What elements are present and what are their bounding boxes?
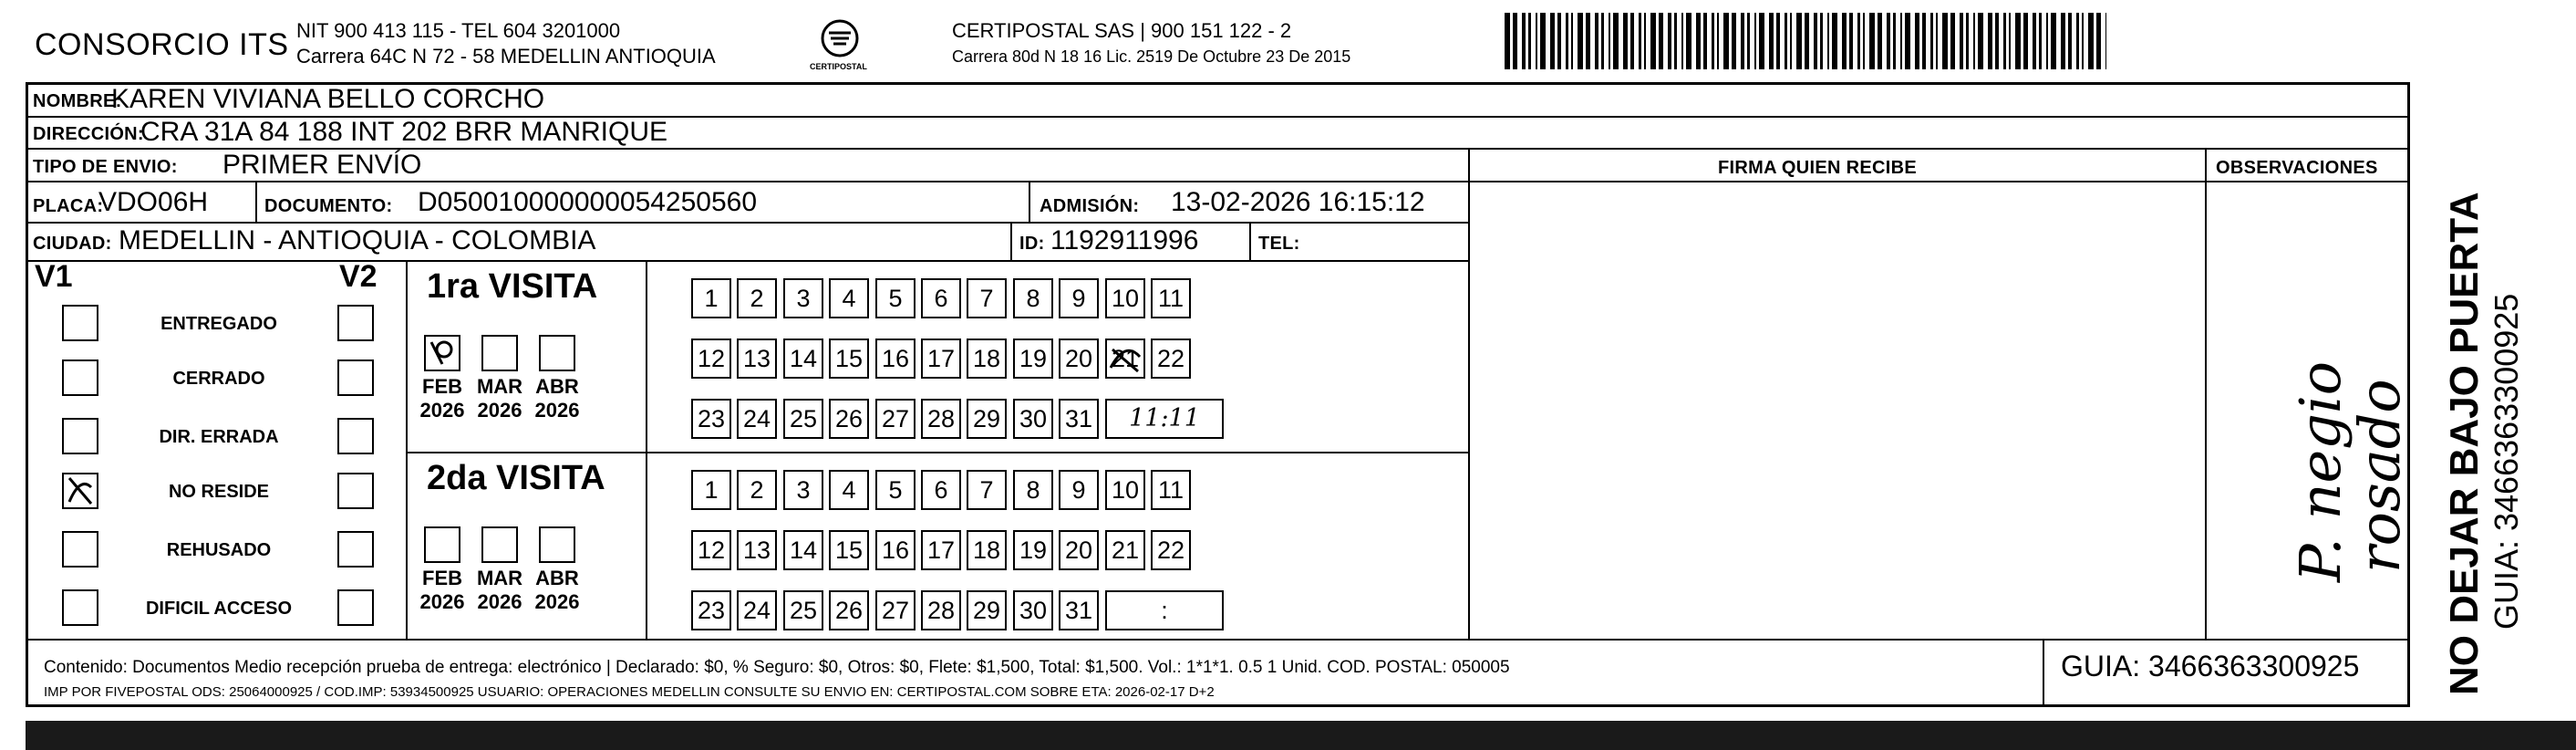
month-name: MAR [476, 375, 523, 398]
certipostal-license: Carrera 80d N 18 16 Lic. 2519 De Octubre 23 De 2015 [952, 47, 1351, 66]
visit-1-day-29[interactable]: 29 [967, 590, 1007, 630]
visit-1-day-14[interactable]: 14 [783, 530, 823, 570]
visit-0-day-31[interactable]: 31 [1059, 399, 1099, 439]
visit-0-day-10[interactable]: 10 [1105, 278, 1145, 318]
company-name: CONSORCIO ITS [35, 27, 289, 62]
visit-0-day-1[interactable]: 1 [691, 278, 731, 318]
nombre-value: KAREN VIVIANA BELLO CORCHO [111, 84, 545, 114]
visit-1-day-18[interactable]: 18 [967, 530, 1007, 570]
status-label-1: CERRADO [172, 369, 265, 389]
side-guia: GUIA: 3466363300925 [2488, 293, 2525, 630]
v1-checkbox-5[interactable] [62, 589, 98, 626]
tel-label: TEL: [1258, 234, 1300, 254]
visit-0-day-6[interactable]: 6 [921, 278, 961, 318]
v2-checkbox-3[interactable] [337, 473, 374, 509]
month-name: FEB [422, 567, 462, 589]
visit-0-month-checkbox-2[interactable] [539, 335, 575, 371]
month-year: 2026 [477, 399, 522, 422]
side-notice [2435, 82, 2571, 707]
visit-1-day-11[interactable]: 11 [1151, 470, 1191, 510]
v2-checkbox-5[interactable] [337, 589, 374, 626]
visit-1-day-13[interactable]: 13 [737, 530, 777, 570]
month-year: 2026 [534, 590, 580, 613]
month-year: 2026 [419, 590, 465, 613]
obs-line-1: P. negio [2287, 360, 2354, 582]
month-name: FEB [422, 375, 462, 398]
visit-1-day-19[interactable]: 19 [1013, 530, 1053, 570]
visit-0-day-19[interactable]: 19 [1013, 339, 1053, 379]
visit-0-day-25[interactable]: 25 [783, 399, 823, 439]
v2-checkbox-2[interactable] [337, 418, 374, 454]
visit-1-day-1[interactable]: 1 [691, 470, 731, 510]
visit-0-month-checkbox-0[interactable] [424, 335, 460, 371]
documento-label: DOCUMENTO: [264, 196, 393, 216]
address-line: Carrera 64C N 72 - 58 MEDELLIN ANTIOQUIA [296, 45, 716, 68]
visit-0-day-3[interactable]: 3 [783, 278, 823, 318]
v1-checkbox-1[interactable] [62, 359, 98, 396]
certipostal-logo-icon [819, 18, 861, 60]
admision-value: 13-02-2026 16:15:12 [1171, 187, 1425, 217]
visit-0-day-28[interactable]: 28 [921, 399, 961, 439]
visit-0-day-21[interactable]: 21 [1105, 339, 1145, 379]
visit-1-day-23[interactable]: 23 [691, 590, 731, 630]
tipo-envio-label: TIPO DE ENVIO: [33, 157, 178, 177]
visit-0-day-27[interactable]: 27 [875, 399, 916, 439]
v2-checkbox-0[interactable] [337, 305, 374, 341]
visit-0-day-20[interactable]: 20 [1059, 339, 1099, 379]
visit-1-month-checkbox-1[interactable] [481, 526, 518, 563]
visit-1-day-5[interactable]: 5 [875, 470, 916, 510]
visit-title-1: 2da VISITA [427, 459, 605, 497]
visit-0-month-checkbox-1[interactable] [481, 335, 518, 371]
v1-label: V1 [35, 259, 73, 294]
id-value: 1192911996 [1050, 225, 1199, 255]
tipo-envio-value: PRIMER ENVÍO [222, 150, 422, 180]
month-year: 2026 [477, 590, 522, 613]
visit-1-day-20[interactable]: 20 [1059, 530, 1099, 570]
visit-1-day-2[interactable]: 2 [737, 470, 777, 510]
visit-1-month-label-0 [413, 567, 471, 614]
visit-1-day-12[interactable]: 12 [691, 530, 731, 570]
visit-1-day-21[interactable]: 21 [1105, 530, 1145, 570]
month-year: 2026 [534, 399, 580, 422]
ciudad-value: MEDELLIN - ANTIOQUIA - COLOMBIA [119, 225, 596, 255]
visit-1-day-8[interactable]: 8 [1013, 470, 1053, 510]
visit-0-month-label-0 [413, 375, 471, 422]
visit-1-day-25[interactable]: 25 [783, 590, 823, 630]
id-label: ID: [1019, 234, 1045, 254]
visit-0-month-label-2 [528, 375, 586, 422]
visit-0-day-22[interactable]: 22 [1151, 339, 1191, 379]
visit-1-day-15[interactable]: 15 [829, 530, 869, 570]
visit-0-day-17[interactable]: 17 [921, 339, 961, 379]
visit-0-day-23[interactable]: 23 [691, 399, 731, 439]
placa-value: VDO06H [98, 187, 209, 217]
visit-1-day-16[interactable]: 16 [875, 530, 916, 570]
status-label-0: ENTREGADO [160, 314, 277, 334]
visit-1-day-4[interactable]: 4 [829, 470, 869, 510]
visit-0-day-24[interactable]: 24 [737, 399, 777, 439]
visit-1-day-17[interactable]: 17 [921, 530, 961, 570]
header [0, 0, 2576, 80]
v2-label: V2 [339, 259, 378, 294]
bottom-edge-shadow [26, 721, 2576, 750]
status-label-5: DIFICIL ACCESO [145, 599, 292, 619]
footer-details [44, 655, 1510, 704]
visit-0-day-15[interactable]: 15 [829, 339, 869, 379]
visit-0-time-field[interactable]: 11:11 [1105, 399, 1224, 439]
visit-0-day-8[interactable]: 8 [1013, 278, 1053, 318]
month-name: ABR [535, 567, 579, 589]
status-label-4: REHUSADO [166, 540, 272, 560]
visit-0-day-9[interactable]: 9 [1059, 278, 1099, 318]
obs-line-2: rosado [2346, 379, 2413, 573]
visit-1-day-24[interactable]: 24 [737, 590, 777, 630]
visit-1-month-checkbox-2[interactable] [539, 526, 575, 563]
visit-0-day-4[interactable]: 4 [829, 278, 869, 318]
visit-1-day-28[interactable]: 28 [921, 590, 961, 630]
logo-text: CERTIPOSTAL [810, 62, 867, 71]
visit-1-day-9[interactable]: 9 [1059, 470, 1099, 510]
visit-0-month-label-1 [471, 375, 529, 422]
visit-1-day-10[interactable]: 10 [1105, 470, 1145, 510]
visit-1-day-7[interactable]: 7 [967, 470, 1007, 510]
month-name: ABR [535, 375, 579, 398]
guia-number: GUIA: 3466363300925 [2061, 650, 2360, 682]
visit-1-day-22[interactable]: 22 [1151, 530, 1191, 570]
observaciones-handwriting [2205, 181, 2413, 639]
certipostal-info [952, 18, 1350, 69]
documento-value: D050010000000054250560 [418, 187, 758, 217]
status-label-3: NO RESIDE [168, 482, 270, 502]
visit-0-day-5[interactable]: 5 [875, 278, 916, 318]
visit-1-month-label-2 [528, 567, 586, 614]
visit-0-day-2[interactable]: 2 [737, 278, 777, 318]
visit-0-day-7[interactable]: 7 [967, 278, 1007, 318]
v1-checkbox-3[interactable] [62, 473, 98, 509]
ciudad-label: CIUDAD: [33, 234, 112, 254]
visit-0-day-30[interactable]: 30 [1013, 399, 1053, 439]
v2-checkbox-4[interactable] [337, 531, 374, 568]
visit-1-day-26[interactable]: 26 [829, 590, 869, 630]
month-year: 2026 [419, 399, 465, 422]
visit-0-day-29[interactable]: 29 [967, 399, 1007, 439]
visit-1-day-3[interactable]: 3 [783, 470, 823, 510]
direccion-value: CRA 31A 84 188 INT 202 BRR MANRIQUE [140, 117, 668, 147]
visit-1-month-label-1 [471, 567, 529, 614]
firma-header: FIRMA QUIEN RECIBE [1718, 158, 1917, 178]
v1-checkbox-4[interactable] [62, 531, 98, 568]
footer-print-line: IMP POR FIVEPOSTAL ODS: 25064000925 / COD.IMP: 53934500925 USUARIO: OPERACIONES MEDELLIN CONSULTE SU ENVIO EN: CERTIPOSTAL.COM SOBRE ETA: 2026-02-17 D+2 [44, 684, 1215, 700]
observaciones-header: OBSERVACIONES [2216, 158, 2378, 178]
visit-1-day-30[interactable]: 30 [1013, 590, 1053, 630]
company-info [296, 18, 716, 69]
visit-0-day-11[interactable]: 11 [1151, 278, 1191, 318]
footer-content-line: Contenido: Documentos Medio recepción prueba de entrega: electrónico | Declarado: $0, % Seguro: $0, Otros: $0, Flete: $1,500, Total: $1,500. Vol.: 1*1*1. 0.5 1 Unid. COD. POSTAL: 050005 [44, 658, 1510, 677]
visit-0-day-26[interactable]: 26 [829, 399, 869, 439]
visit-0-day-18[interactable]: 18 [967, 339, 1007, 379]
no-dejar-bajo-puerta: NO DEJAR BAJO PUERTA [2442, 192, 2487, 695]
visit-1-day-6[interactable]: 6 [921, 470, 961, 510]
admision-label: ADMISIÓN: [1040, 196, 1140, 216]
nombre-label: NOMBRE: [33, 91, 122, 111]
visit-0-day-13[interactable]: 13 [737, 339, 777, 379]
visit-1-day-31[interactable]: 31 [1059, 590, 1099, 630]
v1-checkbox-2[interactable] [62, 418, 98, 454]
barcode [1505, 13, 2106, 69]
visit-title-0: 1ra VISITA [427, 267, 598, 306]
visit-1-month-checkbox-0[interactable] [424, 526, 460, 563]
placa-label: PLACA: [33, 196, 104, 216]
visit-0-day-16[interactable]: 16 [875, 339, 916, 379]
visit-1-time-field[interactable]: : [1105, 590, 1224, 630]
nit-line: NIT 900 413 115 - TEL 604 3201000 [296, 19, 621, 42]
month-name: MAR [476, 567, 523, 589]
certipostal-line: CERTIPOSTAL SAS | 900 151 122 - 2 [952, 19, 1292, 42]
direccion-label: DIRECCIÓN: [33, 124, 144, 144]
visit-0-day-14[interactable]: 14 [783, 339, 823, 379]
status-label-2: DIR. ERRADA [159, 427, 279, 447]
visit-1-day-27[interactable]: 27 [875, 590, 916, 630]
visit-0-day-12[interactable]: 12 [691, 339, 731, 379]
v1-checkbox-0[interactable] [62, 305, 98, 341]
v2-checkbox-1[interactable] [337, 359, 374, 396]
